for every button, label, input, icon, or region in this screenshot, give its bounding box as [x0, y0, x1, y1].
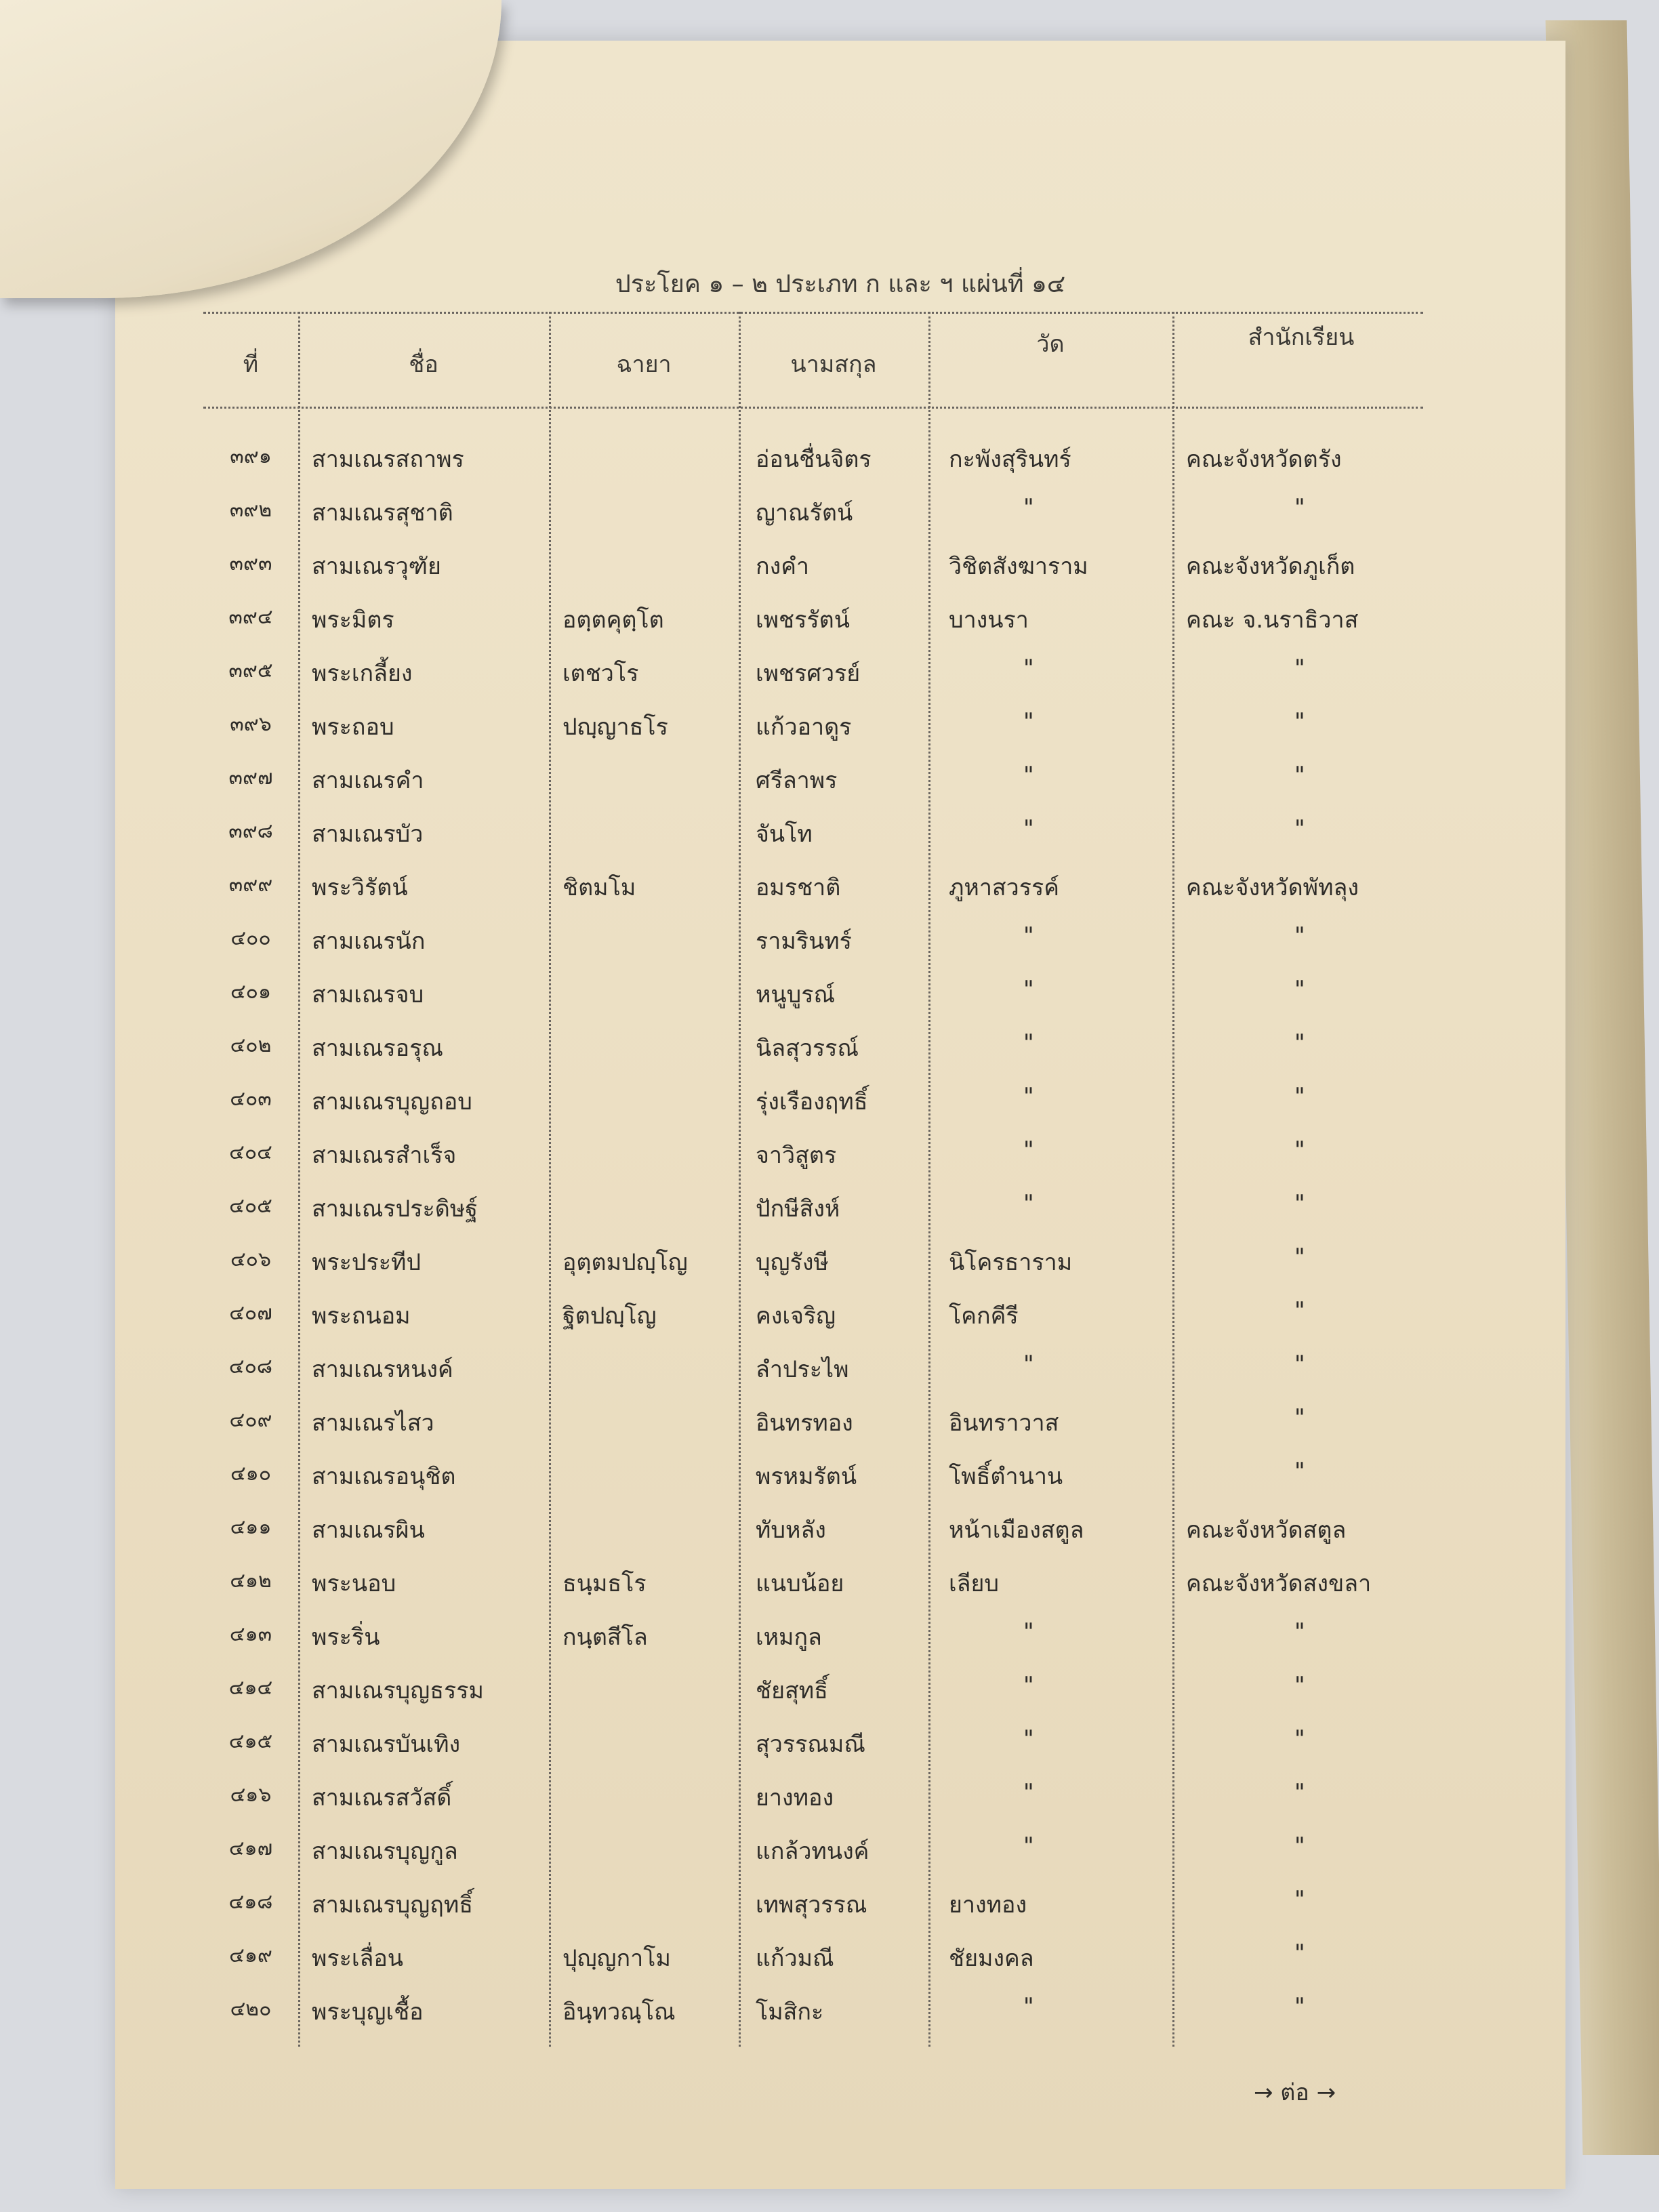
row-school: " [1294, 1458, 1305, 1485]
row-wat: " [1023, 1029, 1034, 1057]
row-wat: " [1023, 1993, 1034, 2020]
row-surname: กงคำ [756, 553, 810, 580]
row-school: " [1294, 1029, 1305, 1057]
row-school: คณะจังหวัดตรัง [1186, 446, 1342, 473]
row-surname: อมรชาติ [756, 874, 841, 901]
row-number: ๔๑๐ [230, 1462, 272, 1486]
row-number: ๔๑๑ [230, 1515, 272, 1539]
row-wat: " [1023, 1136, 1034, 1164]
row-number: ๔๑๕ [228, 1729, 273, 1753]
row-wat: " [1023, 976, 1034, 1003]
row-number: ๓๙๓ [229, 552, 272, 575]
header-bottom-rule [203, 407, 1423, 409]
document-title: ประโยค ๑ – ๒ ประเภท ก และ ฯ แผ่นที่ ๑๔ [615, 270, 1066, 298]
row-number: ๔๑๓ [229, 1622, 272, 1646]
row-wat: โพธิ์ตำนาน [949, 1463, 1063, 1490]
row-wat: " [1023, 1672, 1034, 1699]
row-surname: คงเจริญ [756, 1303, 836, 1330]
row-number: ๔๑๗ [228, 1837, 273, 1860]
row-name: สามเณรจบ [312, 981, 424, 1008]
row-wat: " [1023, 1725, 1034, 1753]
header-ordination: ฉายา [616, 351, 672, 378]
row-surname: เหมกูล [756, 1624, 822, 1651]
row-wat: " [1023, 1351, 1034, 1378]
row-name: สามเณรสถาพร [312, 446, 464, 473]
row-name: สามเณรสุชาติ [312, 499, 453, 527]
row-school: " [1294, 1136, 1305, 1164]
row-wat: กะพังสุรินทร์ [949, 446, 1071, 473]
row-school: " [1294, 708, 1305, 735]
row-surname: เพชรรัตน์ [756, 607, 850, 634]
row-school: " [1294, 1190, 1305, 1217]
header-surname: นามสกุล [790, 351, 877, 378]
row-name: พระมิตร [312, 607, 394, 634]
row-name: สามเณรบุญฤทธิ์ [312, 1891, 473, 1919]
row-wat: ยางทอง [949, 1891, 1027, 1919]
row-surname: จันโท [756, 821, 813, 848]
row-name: พระบุญเชื้อ [312, 1999, 424, 2026]
header-name: ชื่อ [409, 351, 438, 378]
row-number: ๓๙๑ [230, 445, 272, 468]
column-divider [1172, 312, 1174, 2047]
row-surname: ศรีลาพร [756, 767, 838, 794]
row-surname: เพชรศวรย์ [756, 660, 861, 687]
row-number: ๔๐๔ [229, 1141, 272, 1164]
row-name: สามเณรวุฑัย [312, 553, 441, 580]
row-name: สามเณรไสว [312, 1410, 434, 1437]
row-school: " [1294, 976, 1305, 1003]
row-number: ๔๐๖ [230, 1248, 272, 1271]
row-surname: ชัยสุทธิ์ [756, 1677, 828, 1704]
row-ordination: เตชวโร [562, 660, 639, 687]
row-number: ๔๒๐ [230, 1997, 272, 2021]
row-ordination: ฐิตปญฺโญ [562, 1303, 657, 1330]
row-surname: รุ่งเรืองฤทธิ์ [756, 1088, 868, 1115]
row-school: " [1294, 1404, 1305, 1431]
row-surname: แก้วอาดูร [756, 714, 852, 741]
row-school: คณะจังหวัดสตูล [1186, 1517, 1347, 1544]
row-school: คณะจังหวัดสงขลา [1186, 1570, 1372, 1597]
row-school: " [1294, 1940, 1305, 1967]
row-number: ๔๑๘ [228, 1890, 273, 1914]
row-name: สามเณรผิน [312, 1517, 425, 1544]
row-surname: ทับหลัง [756, 1517, 826, 1544]
header-wat: วัด [1036, 331, 1065, 358]
row-wat: " [1023, 1618, 1034, 1645]
row-number: ๓๙๖ [230, 712, 272, 736]
row-ordination: ธนฺมธโร [562, 1570, 647, 1597]
row-name: พระวิรัตน์ [312, 874, 408, 901]
row-ordination: กนฺตสีโล [562, 1624, 648, 1651]
row-name: พระถอบ [312, 714, 394, 741]
row-ordination: ปญฺญาธโร [562, 714, 668, 741]
row-wat: บางนรา [949, 607, 1029, 634]
column-divider [549, 312, 551, 2047]
row-surname: รามรินทร์ [756, 928, 852, 955]
column-divider [739, 312, 741, 2047]
row-school: " [1294, 1993, 1305, 2020]
row-ordination: ชิตมโม [562, 874, 636, 901]
row-wat: " [1023, 815, 1034, 842]
row-wat: " [1023, 922, 1034, 949]
row-school: " [1294, 1083, 1305, 1110]
row-number: ๔๐๙ [229, 1408, 272, 1432]
row-wat: หน้าเมืองสตูล [949, 1517, 1084, 1544]
row-wat: " [1023, 762, 1034, 789]
row-name: สามเณรอรุณ [312, 1035, 443, 1062]
row-wat: " [1023, 1779, 1034, 1806]
row-name: สามเณรบุญกูล [312, 1838, 458, 1865]
row-wat: " [1023, 708, 1034, 735]
row-wat: อินทราวาส [949, 1410, 1059, 1437]
row-school: " [1294, 1832, 1305, 1860]
row-wat: " [1023, 1832, 1034, 1860]
row-wat: " [1023, 494, 1034, 521]
row-surname: เทพสุวรรณ [756, 1891, 867, 1919]
row-ordination: ปุญฺญกาโม [562, 1945, 671, 1972]
row-name: สามเณรบุญถอบ [312, 1088, 472, 1115]
row-school: " [1294, 1297, 1305, 1324]
row-school: " [1294, 1351, 1305, 1378]
row-number: ๔๑๙ [229, 1944, 272, 1967]
row-number: ๔๑๔ [228, 1676, 273, 1700]
row-name: สามเณรอนุชิต [312, 1463, 456, 1490]
row-surname: พรหมรัตน์ [756, 1463, 857, 1490]
row-name: พระริ่น [312, 1624, 380, 1651]
row-school: คณะ จ.นราธิวาส [1186, 607, 1359, 634]
row-surname: ยางทอง [756, 1784, 834, 1811]
row-number: ๔๐๓ [230, 1087, 272, 1111]
row-name: สามเณรคำ [312, 767, 424, 794]
row-number: ๔๐๘ [228, 1355, 273, 1378]
row-school: " [1294, 762, 1305, 789]
column-divider [928, 312, 930, 2047]
document-page [115, 41, 1565, 2189]
row-school: " [1294, 1725, 1305, 1753]
row-wat: เลียบ [949, 1570, 999, 1597]
row-wat: วิชิตสังฆาราม [949, 553, 1088, 580]
row-surname: บุญรังษี [756, 1249, 829, 1276]
row-name: สามเณรบัว [312, 821, 424, 848]
row-ordination: อุตฺตมปญฺโญ [562, 1249, 688, 1276]
row-surname: อินทรทอง [756, 1410, 853, 1437]
row-ordination: อตฺตคุตฺโต [562, 607, 664, 634]
row-name: พระเลื่อน [312, 1945, 404, 1972]
row-school: " [1294, 922, 1305, 949]
row-name: สามเณรนัก [312, 928, 426, 955]
row-surname: ญาณรัตน์ [756, 499, 853, 527]
row-ordination: อินฺทวณฺโณ [562, 1999, 676, 2026]
row-wat: " [1023, 1083, 1034, 1110]
row-school: คณะจังหวัดภูเก็ต [1186, 553, 1355, 580]
row-number: ๓๙๗ [228, 766, 273, 790]
row-surname: นิลสุวรรณ์ [756, 1035, 859, 1062]
row-number: ๔๐๗ [229, 1301, 272, 1325]
row-number: ๓๙๔ [228, 605, 273, 629]
row-number: ๓๙๙ [228, 873, 273, 897]
header-num: ที่ [243, 351, 259, 378]
row-name: สามเณรสำเร็จ [312, 1142, 457, 1169]
row-number: ๔๐๕ [229, 1194, 272, 1218]
row-name: พระถนอม [312, 1303, 411, 1330]
row-number: ๔๑๖ [230, 1783, 272, 1807]
row-number: ๓๙๘ [228, 819, 273, 843]
row-number: ๔๑๒ [230, 1569, 272, 1593]
row-surname: แกล้วทนงค์ [756, 1838, 869, 1865]
row-wat: " [1023, 1190, 1034, 1217]
continued-marker: → ต่อ → [1254, 2079, 1336, 2106]
row-wat: นิโครธาราม [949, 1249, 1073, 1276]
row-surname: สุวรรณมณี [756, 1731, 865, 1758]
row-wat: ภูหาสวรรค์ [949, 874, 1060, 901]
row-school: " [1294, 494, 1305, 521]
row-name: สามเณรบันเทิง [312, 1731, 461, 1758]
row-surname: ลำประไพ [756, 1356, 849, 1383]
row-surname: แนบน้อย [756, 1570, 844, 1597]
row-surname: ปักษีสิงห์ [756, 1195, 840, 1223]
row-school: " [1294, 1672, 1305, 1699]
row-number: ๓๙๒ [229, 498, 272, 522]
row-surname: โมสิกะ [756, 1999, 824, 2026]
row-number: ๔๐๐ [230, 926, 271, 950]
row-school: " [1294, 1779, 1305, 1806]
table-top-rule [203, 312, 1423, 314]
row-school: " [1294, 1886, 1305, 1913]
row-name: สามเณรหนงค์ [312, 1356, 453, 1383]
row-school: " [1294, 1618, 1305, 1645]
row-name: สามเณรบุญธรรม [312, 1677, 484, 1704]
row-school: " [1294, 1244, 1305, 1271]
row-number: ๔๐๑ [230, 980, 272, 1004]
row-school: คณะจังหวัดพัทลุง [1186, 874, 1359, 901]
row-wat: " [1023, 655, 1034, 682]
row-wat: โคกคีรี [949, 1303, 1019, 1330]
row-name: สามเณรประดิษฐ์ [312, 1195, 478, 1223]
row-surname: แก้วมณี [756, 1945, 834, 1972]
row-name: พระประทีป [312, 1249, 422, 1276]
row-surname: อ่อนชื่นจิตร [756, 446, 872, 473]
row-school: " [1294, 655, 1305, 682]
row-wat: ชัยมงคล [949, 1945, 1034, 1972]
row-surname: จาวิสูตร [756, 1142, 837, 1169]
row-name: สามเณรสวัสดิ์ [312, 1784, 452, 1811]
header-school: สำนักเรียน [1248, 324, 1355, 351]
row-number: ๓๙๕ [228, 659, 273, 682]
row-school: " [1294, 815, 1305, 842]
row-surname: หนูบูรณ์ [756, 981, 836, 1008]
row-name: พระเกลี้ยง [312, 660, 413, 687]
row-number: ๔๐๒ [230, 1033, 272, 1057]
row-name: พระนอบ [312, 1570, 396, 1597]
